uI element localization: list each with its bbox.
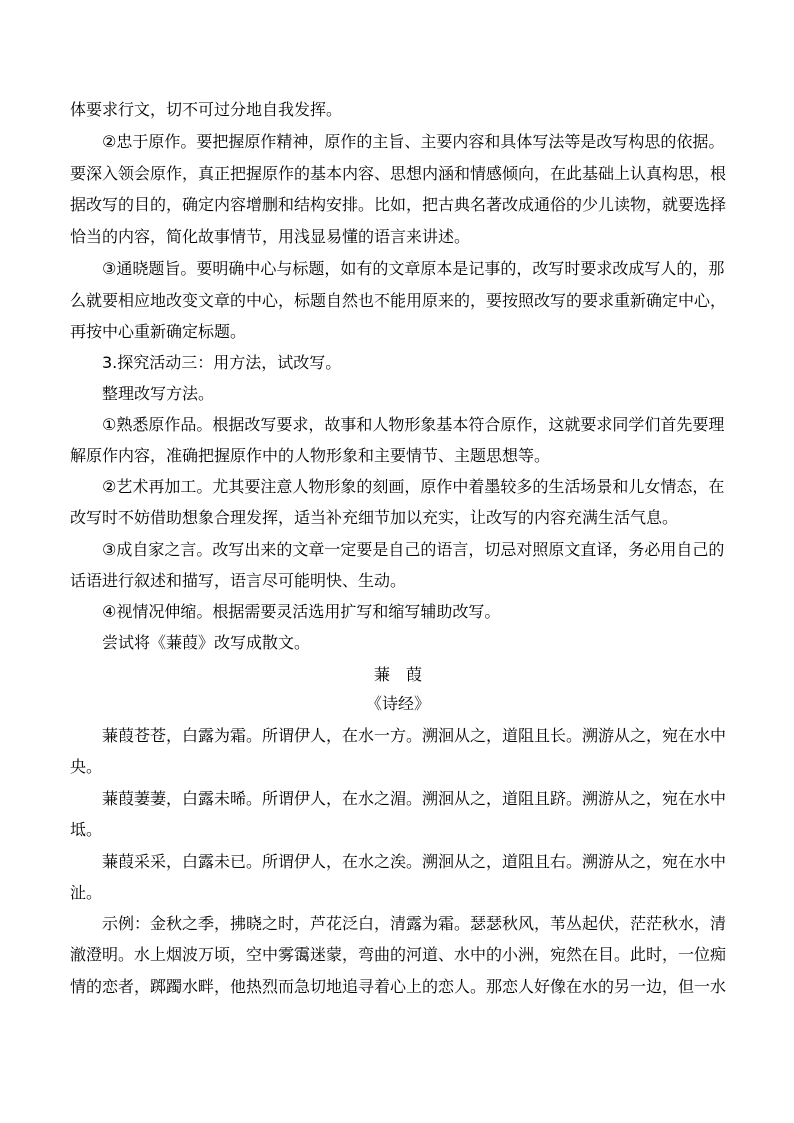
paragraph-line: ①熟悉原作品。根据改写要求，故事和人物形象基本符合原作，这就要求同学们首先要理	[102, 415, 725, 434]
paragraph-line: 解原作内容，准确把握原作中的人物形象和主要情节、主题思想等。	[70, 446, 551, 465]
paragraph-line: 据改写的目的，确定内容增删和结构安排。比如，把古典名著改成通俗的少儿读物，就要选择	[70, 195, 726, 214]
paragraph-line: 改写时不妨借助想象合理发挥，适当补充细节加以充实，让改写的内容充满生活气息。	[70, 508, 679, 527]
paragraph-line: ②忠于原作。要把握原作精神，原作的主旨、主要内容和具体写法等是改写构思的依据。	[102, 132, 725, 151]
poem-line: 央。	[70, 757, 103, 776]
paragraph-line: 恰当的内容，简化故事情节，用浅显易懂的语言来讲述。	[70, 227, 471, 246]
paragraph-line: 示例：金秋之季，拂晓之时，芦花泛白，清露为霜。瑟瑟秋风，苇丛起伏，茫茫秋水，清	[102, 914, 727, 933]
poem-line: 蒹葭苍苍，白露为霜。所谓伊人，在水一方。溯洄从之，道阻且长。溯游从之，宛在水中	[102, 726, 727, 745]
paragraph-line: ④视情况伸缩。根据需要灵活选用扩写和缩写辅助改写。	[102, 602, 501, 621]
paragraph-line: 情的恋者，踯躅水畔，他热烈而急切地追寻着心上的恋人。那恋人好像在水的另一边，但一水	[70, 977, 726, 996]
paragraph-line: ③通晓题旨。要明确中心与标题，如有的文章原本是记事的，改写时要求改成写人的，那	[102, 259, 725, 278]
paragraph-line: 体要求行文，切不可过分地自我发挥。	[70, 100, 343, 119]
poem-line: 沚。	[70, 883, 103, 902]
paragraph-line: ②艺术再加工。尤其要注意人物形象的刻画，原作中着墨较多的生活场景和儿女情态，在	[102, 477, 725, 496]
paragraph-line: 澈澄明。水上烟波万顷，空中雾霭迷蒙，弯曲的河道、水中的小洲，宛然在目。此时，一位痴	[70, 945, 726, 964]
paragraph-line: 要深入领会原作，真正把握原作的基本内容、思想内涵和情感倾向，在此基础上认真构思，根	[70, 164, 726, 183]
paragraph-line: 尝试将《蒹葭》改写成散文。	[102, 633, 311, 652]
poem-source: 《诗经》	[365, 694, 430, 713]
poem-line: 蒹葭萋萋，白露未晞。所谓伊人，在水之湄。溯洄从之，道阻且跻。溯游从之，宛在水中	[102, 789, 727, 808]
paragraph-line: ③成自家之言。改写出来的文章一定要是自己的语言，切忌对照原文直译，务必用自己的	[102, 540, 725, 559]
paragraph-line: 话语进行叙述和描写，语言尽可能明快、生动。	[70, 571, 407, 590]
poem-title: 蒹 葭	[373, 665, 422, 684]
poem-line: 坻。	[70, 820, 103, 839]
paragraph-line: 整理改写方法。	[102, 384, 215, 403]
paragraph-line: 再按中心重新确定标题。	[70, 322, 247, 341]
poem-line: 蒹葭采采，白露未已。所谓伊人，在水之涘。溯洄从之，道阻且右。溯游从之，宛在水中	[102, 852, 727, 871]
paragraph-line: 么就要相应地改变文章的中心，标题自然也不能用原来的，要按照改写的要求重新确定中心，	[70, 291, 726, 310]
section-heading: 3.探究活动三：用方法，试改写。	[102, 353, 342, 372]
